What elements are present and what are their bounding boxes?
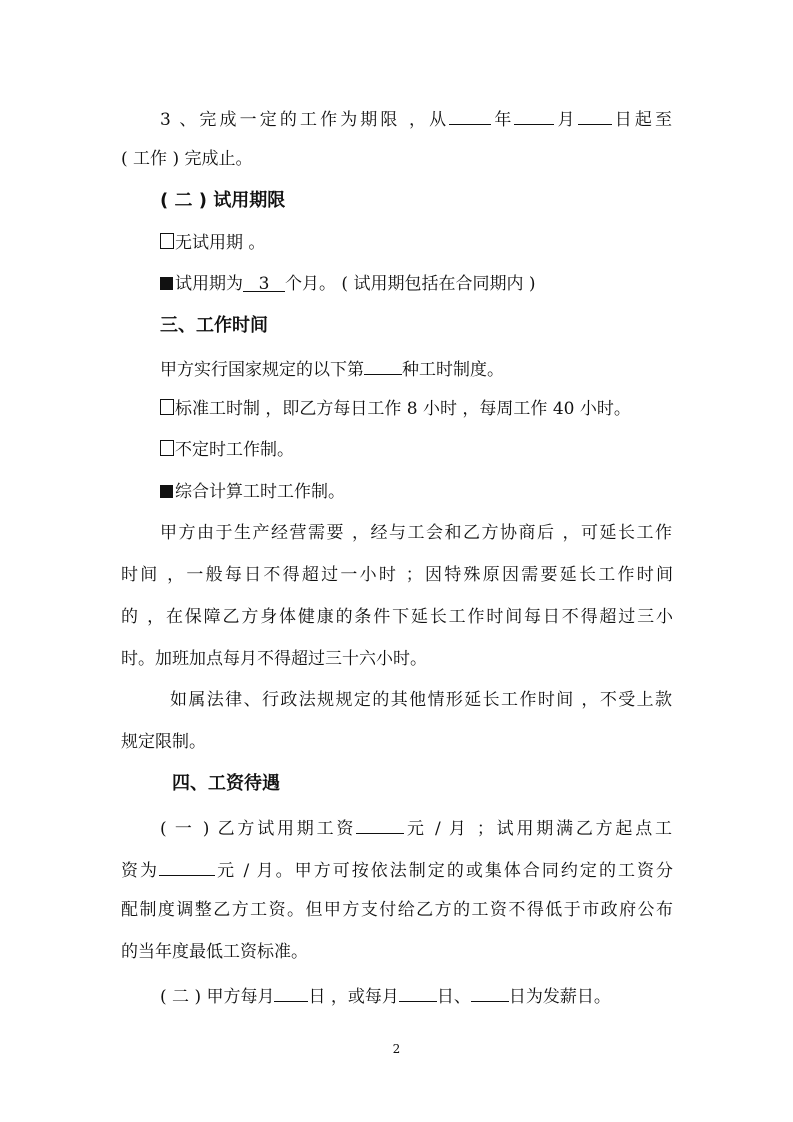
heading-probation: ( 二 ) 试用期限 <box>160 190 286 211</box>
wage-line-2: 资为 元 / 月。甲方可按依法制定的或集体合同约定的工资分 <box>121 857 673 882</box>
blank-payday-3 <box>471 983 509 1002</box>
term-line-1: 3 、完成一定的工作为期限 ，从 年 月 日起至 <box>160 106 672 131</box>
option-flexible: 不定时工作制。 <box>160 439 793 461</box>
probation-months-value: 3 <box>243 273 285 292</box>
term-line-2: ( 工作 ) 完成止。 <box>121 149 253 169</box>
overtime-line-2: 时间 ，一般每日不得超过一小时 ；因特殊原因需要延长工作时间 <box>121 565 673 585</box>
page-number: 2 <box>392 1042 401 1056</box>
overtime-line-4: 时。加班加点每月不得超过三十六小时。 <box>121 649 427 669</box>
wage-line-4: 的当年度最低工资标准。 <box>121 942 308 962</box>
law-line-2: 规定限制。 <box>121 732 206 752</box>
checkbox-empty-icon <box>160 440 174 456</box>
wage-line-1: ( 一 ) 乙方试用期工资 元 / 月 ；试用期满乙方起点工 <box>160 815 672 840</box>
option-comprehensive: 综合计算工时工作制。 <box>160 481 793 503</box>
law-line-1: 如属法律、行政法规规定的其他情形延长工作时间 ，不受上款 <box>170 690 672 710</box>
checkbox-filled-icon <box>160 277 173 290</box>
option-no-probation: 无试用期 。 <box>160 232 793 254</box>
blank-year <box>449 106 491 125</box>
blank-payday-2 <box>399 983 437 1002</box>
checkbox-empty-icon <box>160 399 174 415</box>
blank-probation-wage <box>356 815 404 834</box>
blank-day <box>578 106 612 125</box>
heading-wages: 四、工资待遇 <box>172 773 280 794</box>
heading-worktime: 三、工作时间 <box>160 315 268 336</box>
checkbox-empty-icon <box>160 233 174 249</box>
option-standard: 标准工时制 ，即乙方每日工作 8 小时 ，每周工作 40 小时。 <box>160 398 793 420</box>
blank-payday-1 <box>274 983 308 1002</box>
checkbox-filled-icon <box>160 485 173 498</box>
blank-system-number <box>364 356 402 375</box>
option-probation: 试用期为 3 个月。 ( 试用期包括在合同期内 ) <box>160 273 793 295</box>
payday-line: ( 二 ) 甲方每月 日 ，或每月 日、 日为发薪日。 <box>160 983 793 1008</box>
overtime-line-3: 的 ，在保障乙方身体健康的条件下延长工作时间每日不得超过三小 <box>121 607 673 627</box>
worktime-intro: 甲方实行国家规定的以下第 种工时制度。 <box>160 356 793 381</box>
blank-starting-wage <box>159 857 215 876</box>
wage-line-3: 配制度调整乙方工资。但甲方支付给乙方的工资不得低于市政府公布 <box>121 900 673 920</box>
overtime-line-1: 甲方由于生产经营需要 ，经与工会和乙方协商后 ，可延长工作 <box>160 523 672 543</box>
blank-month <box>514 106 554 125</box>
